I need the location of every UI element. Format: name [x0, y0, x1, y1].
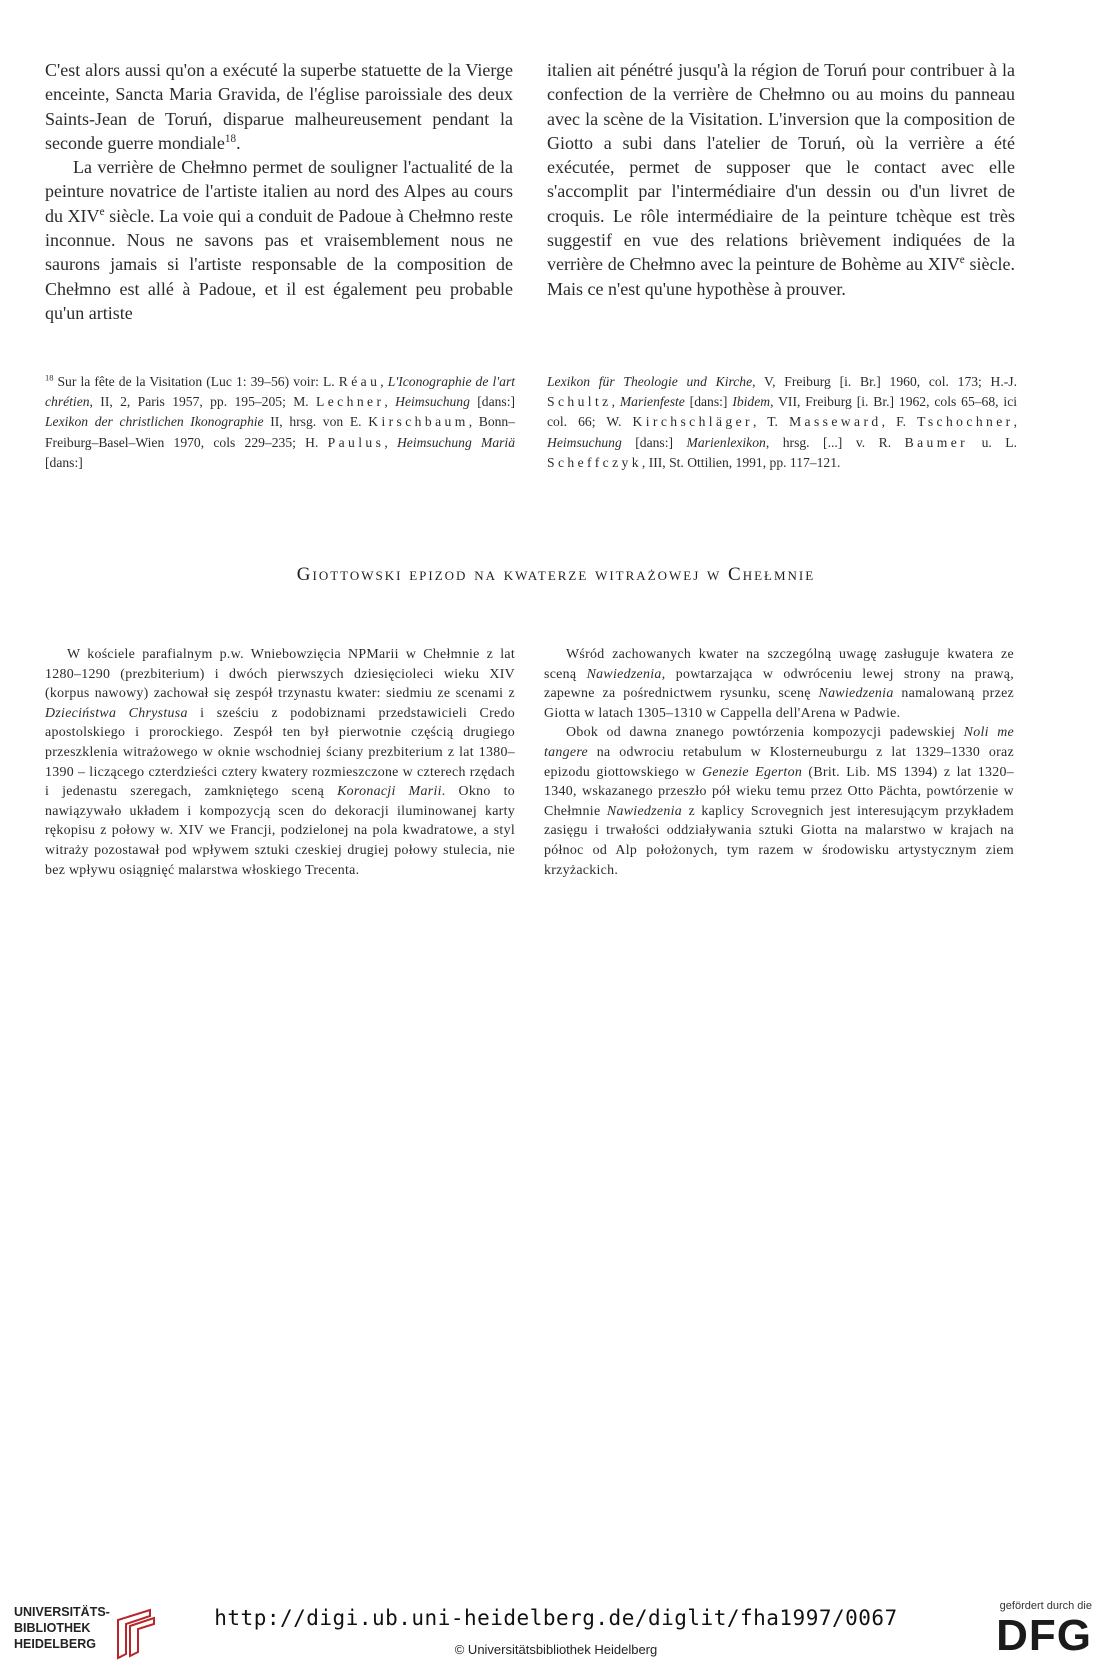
footnote-text: $^{18}$ Sur la fête de la Visitation (Luc 1: 39–56) voir: L. Réau, L'Iconographie de l'art chrétien, II, 2, Paris 1957, pp. 195–205; M. Lechner, Heimsuchung [dans:] Lexikon der christlichen Ikonographie II, hrsg. von E. Kirschbaum, Bonn–Freiburg–Basel–Wien 1970, cols 229–235; H. Paulus, Heimsuchung Mariä [dans:]	[45, 372, 516, 470]
french-paragraph: italien ait pénétré jusqu'à la région de Toruń pour contribuer à la confection de la verrière de Chełmno ou au moins du panneau avec la scène de la Visitation. L'inversion que la composition de Giotto a subi dans l'atelier de Toruń, où la verrière a été exécutée, permet de supposer que le contact avec elle s'accomplit par l'intermédiaire d'un dessin ou d'un livret de croquis. Le rôle intermédiaire de la peinture tchèque est très suggestif en vue des relations brièvement indiquées de la verrière de Chełmno avec la peinture de Bohème au XIVe siècle. Mais ce n'est qu'une hypothèse à prouver.	[547, 60, 1015, 299]
polish-text-left-column	[45, 645, 515, 880]
footer-bar	[0, 1578, 1112, 1671]
superscript: e	[959, 254, 965, 267]
polish-summary-title: Giottowski epizod na kwaterze witrażowej w Chełmnie	[296, 564, 816, 585]
polish-text-right-column	[544, 645, 1014, 880]
french-paragraph: La verrière de Chełmno permet de souligner l'actualité de la peinture novatrice de l'artiste italien au nord des Alpes au cours du XIVe siècle. La voie qui a conduit de Padoue à Chełmno reste inconnue. Nous ne savons pas et vraisemblement nous ne saurons jamais si l'artiste responsable de la composition de Chełmno est allé à Padoue, et il est également peu probable qu'un artiste	[45, 157, 514, 323]
footnote-right-column	[547, 372, 1017, 473]
polish-paragraph: W kościele parafialnym p.w. Wniebowzięcia NPMarii w Chełmnie z lat 1280–1290 (prezbiterium) i dwóch pierwszych dziesięcioleci wieku XIV (korpus nawowy) zachował się zespół trzynastu kwater: siedmiu ze scenami z Dzieciństwa Chrystusa i sześciu z podobiznami przedstawicieli Credo apostolskiego i prorockiego. Zespół ten był pierwotnie częścią drugiego przeszklenia witrażowego w oknie wschodniej ściany prezbiterium z lat 1380–1390 – liczącego czterdzieści cztery kwatery rozmieszczone w czterech rzędach i jedenastu szeregach, zamkniętego sceną Koronacji Marii. Okno to nawiązywało układem i kompozycją scen do dekoracji iluminowanej karty rękopisu z połowy w. XIV we Francji, podzielonej na pola kwadratowe, a styl witraży pozostawał pod wpływem sztuki czeskiej drugiej połowy stulecia, nie bez wpływu osiągnięć malarstwa włoskiego Trecenta.	[45, 647, 515, 878]
source-url-link[interactable]: http://digi.ub.uni-heidelberg.de/diglit/fha1997/0067	[214, 1606, 898, 1630]
footnote-ref[interactable]: 18	[224, 132, 237, 145]
polish-paragraph: Wśród zachowanych kwater na szczególną uwagę zasługuje kwatera ze sceną Nawiedzenia, powtarzająca w odwróceniu lewej strony na prawą, zapewne za pośrednictwem rysunku, scenę Nawiedzenia namalowaną przez Giotta w latach 1305–1310 w Cappella dell'Arena w Padwie.	[544, 647, 1015, 721]
footnote-text: Lexikon für Theologie und Kirche, V, Freiburg [i. Br.] 1960, col. 173; H.-J. Schultz, Marienfeste [dans:] Ibidem, VII, Freiburg [i. Br.] 1962, cols 65–68, ici col. 66; W. Kirchschläger, T. Masseward, F. Tschochner, Heimsuchung [dans:] Marienlexikon, hrsg. [...] v. R. Baumer u. L. Scheffczyk, III, St. Ottilien, 1991, pp. 117–121.	[547, 374, 1018, 470]
polish-paragraph: Obok od dawna znanego powtórzenia kompozycji padewskiej Noli me tangere na odwrociu retabulum w Klosterneuburgu z lat 1329–1330 oraz epizodu giottowskiego w Genezie Egerton (Brit. Lib. MS 1394) z lat 1320–1340, wskazanego przeszło pół wieku temu przez Otto Pächta, powtórzenie w Chełmnie Nawiedzenia z kaplicy Scrovegnich jest interesującym przykładem zasięgu i trwałości oddziaływania sztuki Giotta na malarstwo w krajach na północ od Alp położonych, tym razem w środowisku artystycznym ziem krzyżackich.	[544, 725, 1015, 878]
funded-by-caption: gefördert durch die	[999, 1600, 1092, 1612]
dfg-wordmark: DFG	[996, 1611, 1092, 1660]
french-text-right-column	[547, 58, 1015, 301]
footnote-left-column	[45, 372, 515, 473]
french-paragraph: C'est alors aussi qu'on a exécuté la superbe statuette de la Vierge enceinte, Sancta Maria Gravida, de l'église paroissiale des deux Saints-Jean de Toruń, disparue malheureusement pendant la seconde guerre mondiale$^{18}$.	[45, 60, 513, 153]
dfg-logo[interactable]	[974, 1600, 1092, 1660]
footnote-number: 18	[45, 372, 54, 383]
copyright-text: © Universitätsbibliothek Heidelberg	[454, 1642, 658, 1657]
french-text-left-column	[45, 58, 513, 325]
library-name: UNIVERSITÄTS- BIBLIOTHEK HEIDELBERG	[14, 1605, 110, 1651]
superscript: e	[99, 205, 105, 218]
